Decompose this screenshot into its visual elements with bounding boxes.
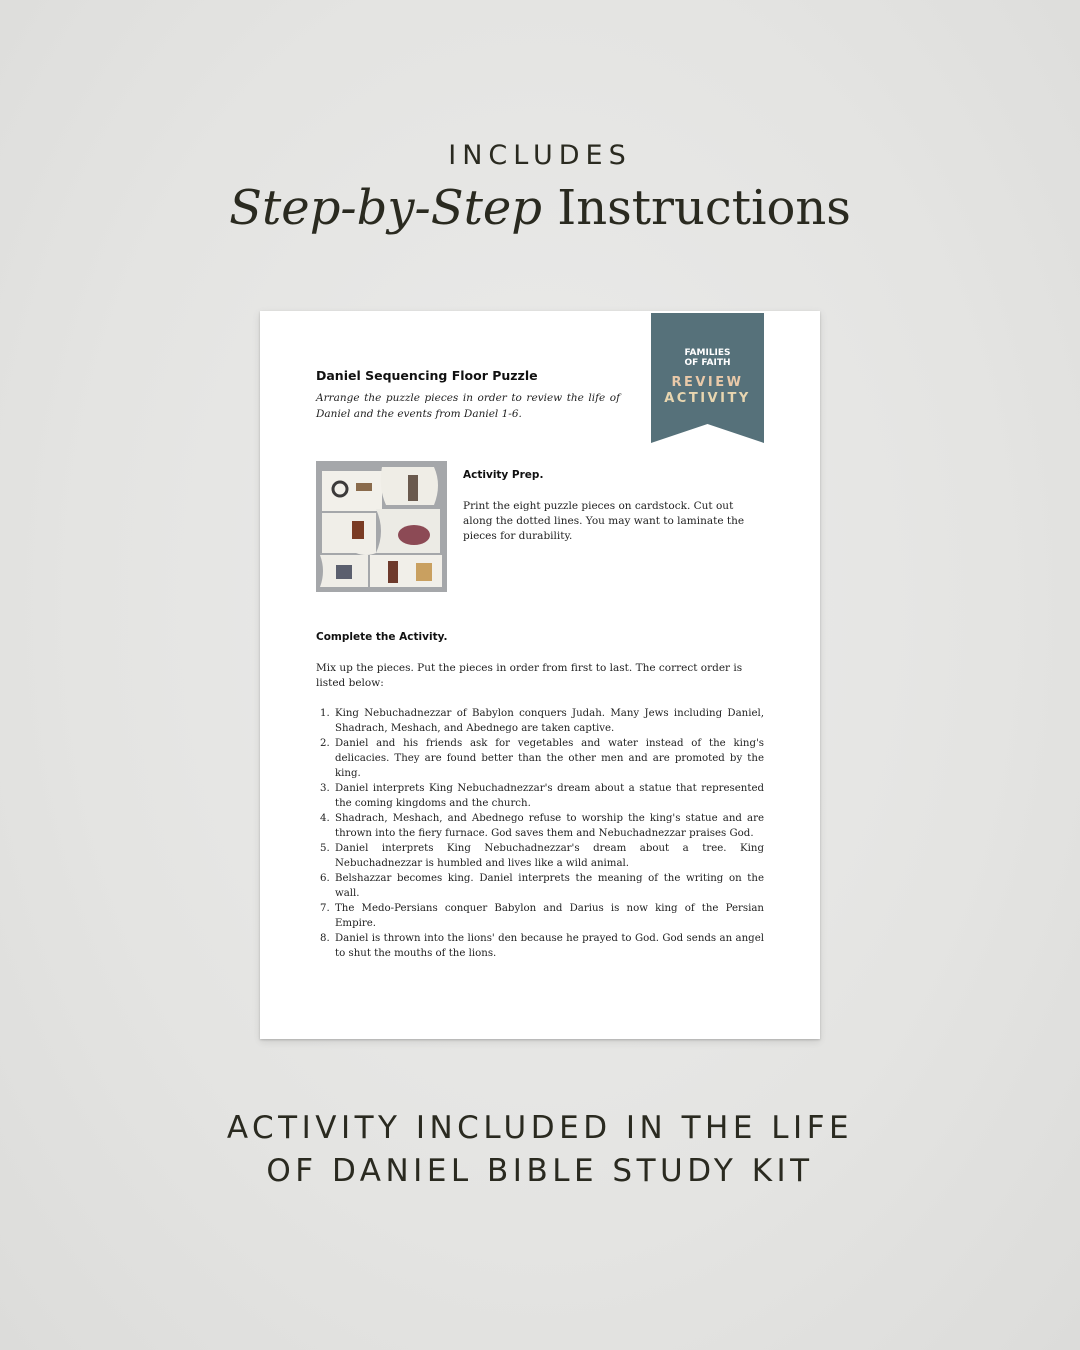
header-title-italic: Step-by-Step xyxy=(229,180,542,236)
activity-body: Mix up the pieces. Put the pieces in order from first to last. The correct order is listed below: xyxy=(316,662,743,689)
step-text: Daniel interprets King Nebuchadnezzar's dream about a statue that represented the coming kingdoms and the church. xyxy=(335,783,764,809)
puzzle-pieces-illustration xyxy=(316,461,447,592)
list-item xyxy=(320,871,764,901)
step-number: 7. xyxy=(320,903,330,914)
step-number: 6. xyxy=(320,873,330,884)
ribbon-line-activity: ACTIVITY xyxy=(664,391,751,406)
step-text: Daniel and his friends ask for vegetables and water instead of the king's delicacies. They are found better than the other men and are promoted by the king. xyxy=(335,738,764,779)
families-of-faith-logo xyxy=(651,348,764,368)
footer-line-1: ACTIVITY INCLUDED IN THE LIFE xyxy=(226,1110,854,1146)
header-kicker: INCLUDES xyxy=(448,140,632,171)
ribbon-line-review: REVIEW xyxy=(671,375,744,390)
footer-line-2: OF DANIEL BIBLE STUDY KIT xyxy=(266,1153,814,1189)
list-item xyxy=(320,841,764,871)
list-item xyxy=(320,931,764,961)
logo-line-1: FAMILIES xyxy=(684,348,731,358)
puzzle-photo xyxy=(316,461,447,592)
step-number: 5. xyxy=(320,843,330,854)
document-sheet xyxy=(260,311,820,1039)
document-title: Daniel Sequencing Floor Puzzle xyxy=(316,368,538,383)
list-item xyxy=(320,736,764,781)
list-item xyxy=(320,901,764,931)
steps-list xyxy=(320,706,764,961)
list-item xyxy=(320,811,764,841)
logo-line-2: OF FAITH xyxy=(684,358,731,368)
step-number: 2. xyxy=(320,738,330,749)
step-text: Daniel interprets King Nebuchadnezzar's dream about a tree. King Nebuchadnezzar is humbled and lives like a wild animal. xyxy=(335,843,764,869)
prep-heading: Activity Prep. xyxy=(463,469,544,481)
document-subtitle: Arrange the puzzle pieces in order to review the life of Daniel and the events from Daniel 1-6. xyxy=(316,392,620,420)
step-text: Shadrach, Meshach, and Abednego refuse to worship the king's statue and are thrown into the fiery furnace. God saves them and Nebuchadnezzar praises God. xyxy=(335,813,764,839)
activity-heading: Complete the Activity. xyxy=(316,631,448,643)
list-item xyxy=(320,781,764,811)
step-text: Belshazzar becomes king. Daniel interprets the meaning of the writing on the wall. xyxy=(335,873,764,899)
step-number: 1. xyxy=(320,708,330,719)
review-activity-ribbon xyxy=(651,313,764,443)
step-number: 4. xyxy=(320,813,330,824)
list-item xyxy=(320,706,764,736)
step-text: King Nebuchadnezzar of Babylon conquers Judah. Many Jews including Daniel, Shadrach, Meshach, and Abednego are taken captive. xyxy=(335,708,764,734)
header-title xyxy=(0,180,1080,236)
step-text: Daniel is thrown into the lions' den because he prayed to God. God sends an angel to shut the mouths of the lions. xyxy=(335,933,764,959)
step-number: 8. xyxy=(320,933,330,944)
prep-body: Print the eight puzzle pieces on cardstock. Cut out along the dotted lines. You may want to laminate the pieces for durability. xyxy=(463,500,745,542)
header-title-rest: Instructions xyxy=(542,180,851,236)
step-text: The Medo-Persians conquer Babylon and Darius is now king of the Persian Empire. xyxy=(335,903,764,929)
step-number: 3. xyxy=(320,783,330,794)
